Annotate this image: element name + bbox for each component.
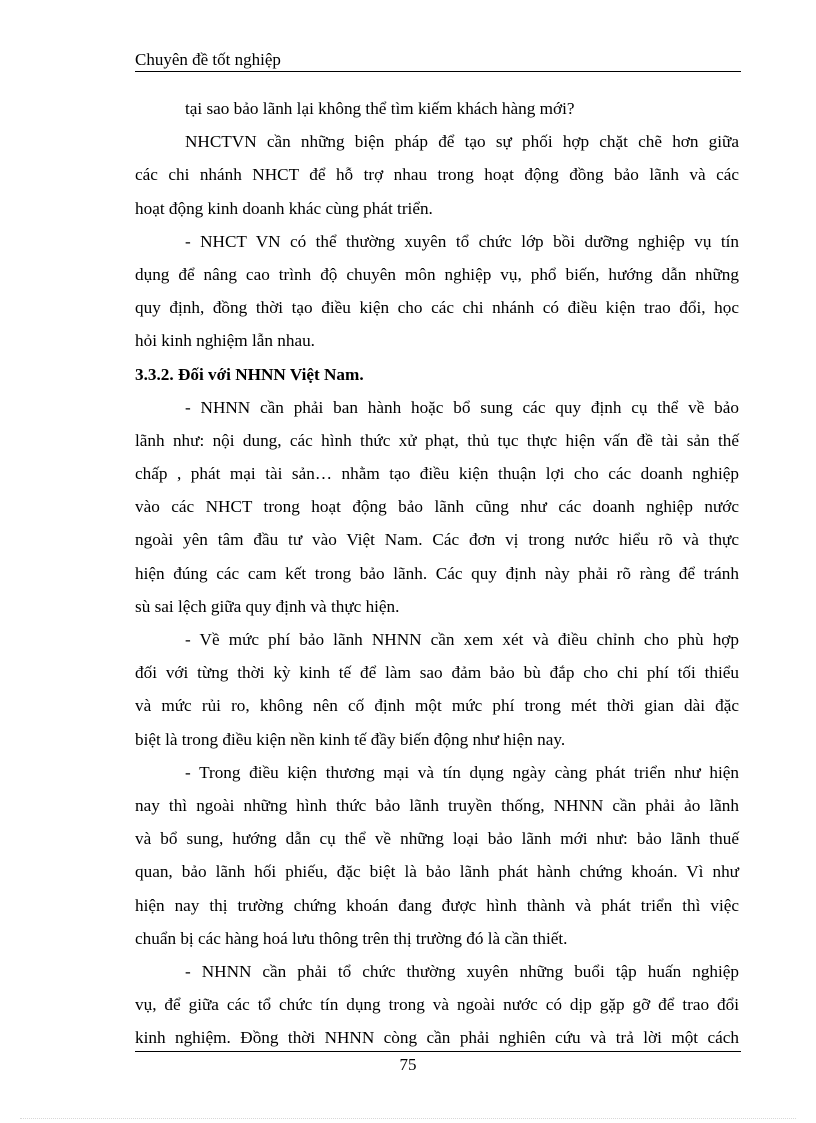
header-divider <box>135 71 741 72</box>
body-line: kinh nghiệm. Đồng thời NHNN còng cần phải nghiên cứu và trả lời một cách <box>135 1028 739 1048</box>
body-line: tại sao bảo lãnh lại không thể tìm kiếm khách hàng mới? <box>185 99 575 118</box>
body-line: biệt là trong điều kiện nền kinh tế đầy biến động như hiện nay. <box>135 729 566 749</box>
body-line: và bổ sung, hướng dẫn cụ thể về những loại bảo lãnh mới như: bảo lãnh thuế <box>135 829 739 849</box>
body-line: lãnh như: nội dung, các hình thức xử phạt, thủ tục thực hiện vấn đề tài sản thế <box>135 430 739 450</box>
body-line: - Trong điều kiện thương mại và tín dụng ngày càng phát triển như hiện <box>185 762 739 782</box>
body-line: và mức rủi ro, không nên cố định một mức phí trong mét thời gian dài đặc <box>135 696 739 716</box>
body-line: hiện đúng các cam kết trong bảo lãnh. Các quy định này phải rõ ràng để tránh <box>135 563 739 583</box>
body-line: vào các NHCT trong hoạt động bảo lãnh cũng như các doanh nghiệp nước <box>135 497 739 517</box>
body-line: nay thì ngoài những hình thức bảo lãnh truyền thống, NHNN cần phải ảo lãnh <box>135 795 739 815</box>
running-header-title: Chuyên đề tốt nghiệp <box>135 50 281 69</box>
body-line: NHCTVN cần những biện pháp để tạo sự phối hợp chặt chẽ hơn giữa <box>185 132 739 152</box>
body-line: quan, bảo lãnh hối phiếu, đặc biệt là bảo lãnh phát hành chứng khoán. Vì như <box>135 862 739 882</box>
body-line: - Về mức phí bảo lãnh NHNN cần xem xét và điều chỉnh cho phù hợp <box>185 630 739 649</box>
body-line: dụng để nâng cao trình độ chuyên môn nghiệp vụ, phổ biến, hướng dẫn những <box>135 264 739 284</box>
body-line: vụ, để giữa các tổ chức tín dụng trong và ngoài nước có dịp gặp gỡ để trao đổi <box>135 995 739 1015</box>
footer-divider <box>135 1051 741 1052</box>
body-line: - NHNN cần phải ban hành hoặc bổ sung các quy định cụ thể về bảo <box>185 397 739 417</box>
page-number: 75 <box>399 1055 417 1074</box>
body-line: sù sai lệch giữa quy định và thực hiện. <box>135 596 400 616</box>
body-line: hoạt động kinh doanh khác cùng phát triển. <box>135 198 433 218</box>
body-line: các chi nhánh NHCT để hỗ trợ nhau trong hoạt động đồng bảo lãnh và các <box>135 165 739 185</box>
body-line: chấp , phát mại tài sản… nhằm tạo điều kiện thuận lợi cho các doanh nghiệp <box>135 464 739 484</box>
section-heading: 3.3.2. Đối với NHNN Việt Nam. <box>135 364 364 384</box>
page-body <box>135 92 739 1054</box>
body-line: - NHCT VN có thể thường xuyên tổ chức lớp bồi dưỡng nghiệp vụ tín <box>185 231 739 251</box>
body-line: quy định, đồng thời tạo điều kiện cho các chi nhánh có điều kiện trao đổi, học <box>135 298 739 318</box>
body-line: ngoài yên tâm đầu tư vào Việt Nam. Các đơn vị trong nước hiểu rõ và thực <box>135 530 739 550</box>
page-bottom-edge <box>20 1118 796 1119</box>
body-line: chuẩn bị các hàng hoá lưu thông trên thị trường đó là cần thiết. <box>135 928 568 948</box>
body-line: hỏi kinh nghiệm lẫn nhau. <box>135 331 315 351</box>
body-line: đối với từng thời kỳ kinh tế để làm sao đảm bảo bù đắp cho chi phí tối thiểu <box>135 663 739 683</box>
body-line: hiện nay thị trường chứng khoán đang được hình thành và phát triển thì việc <box>135 895 739 915</box>
body-line: - NHNN cần phải tổ chức thường xuyên những buổi tập huấn nghiệp <box>185 961 739 981</box>
